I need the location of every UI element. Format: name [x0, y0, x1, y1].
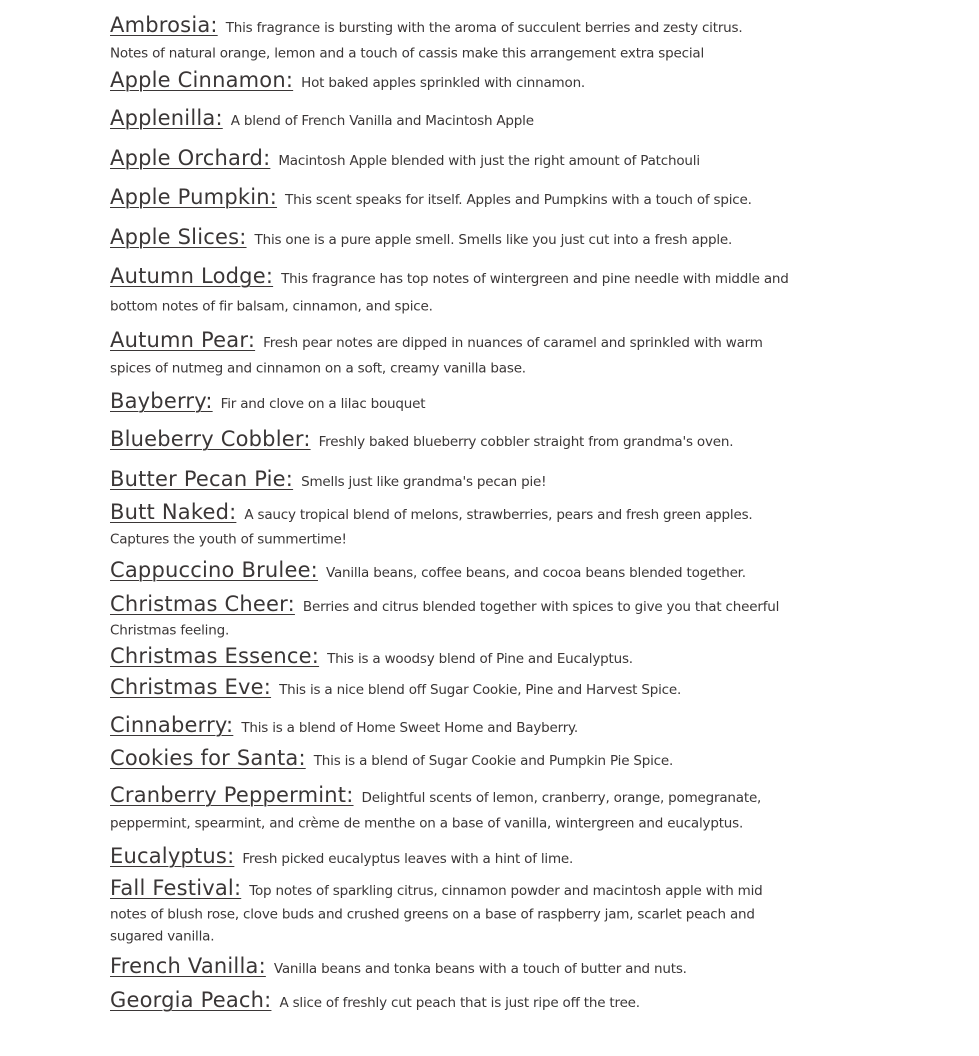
fragrance-name: Cranberry Peppermint: — [110, 783, 354, 807]
fragrance-name: Apple Slices: — [110, 225, 247, 249]
fragrance-description: Hot baked apples sprinkled with cinnamon. — [301, 75, 586, 91]
fragrance-entry — [110, 389, 425, 413]
fragrance-entry — [110, 988, 640, 1012]
fragrance-entry — [110, 558, 746, 582]
fragrance-description: This fragrance is bursting with the aroma of succulent berries and zesty citrus. — [225, 20, 743, 36]
fragrance-name: Apple Orchard: — [110, 146, 271, 170]
fragrance-entry — [110, 644, 633, 668]
fragrance-description-continuation — [110, 43, 704, 62]
fragrance-name: Christmas Essence: — [110, 644, 320, 668]
fragrance-entry — [110, 500, 753, 524]
fragrance-description: peppermint, spearmint, and crème de menthe on a base of vanilla, wintergreen and eucalyptus. — [110, 815, 744, 832]
fragrance-entry — [110, 328, 763, 352]
fragrance-entry — [110, 467, 546, 491]
fragrance-entry — [110, 225, 732, 249]
fragrance-description-continuation — [110, 904, 755, 923]
fragrance-description: Fir and clove on a lilac bouquet — [220, 396, 426, 412]
fragrance-name: Eucalyptus: — [110, 844, 235, 868]
fragrance-description: Smells just like grandma's pecan pie! — [301, 474, 547, 490]
fragrance-name: Georgia Peach: — [110, 988, 272, 1012]
fragrance-description: bottom notes of fir balsam, cinnamon, and spice. — [110, 298, 433, 315]
fragrance-name: Bayberry: — [110, 389, 213, 413]
fragrance-entry — [110, 713, 578, 737]
fragrance-description-continuation — [110, 296, 433, 315]
fragrance-name: Blueberry Cobbler: — [110, 427, 311, 451]
fragrance-name: Apple Cinnamon: — [110, 68, 294, 92]
fragrance-entry — [110, 146, 700, 170]
fragrance-name: Butt Naked: — [110, 500, 237, 524]
fragrance-description: Berries and citrus blended together with spices to give you that cheerful — [302, 599, 780, 615]
fragrance-description: A slice of freshly cut peach that is just ripe off the tree. — [279, 995, 640, 1011]
fragrance-description: notes of blush rose, clove buds and crushed greens on a base of raspberry jam, scarlet peach and — [110, 906, 755, 923]
fragrance-entry — [110, 592, 779, 616]
fragrance-description: Vanilla beans, coffee beans, and cocoa beans blended together. — [325, 565, 746, 581]
fragrance-description: This one is a pure apple smell. Smells like you just cut into a fresh apple. — [254, 232, 733, 248]
fragrance-description: Top notes of sparkling citrus, cinnamon powder and macintosh apple with mid — [249, 883, 763, 899]
fragrance-entry — [110, 675, 681, 699]
fragrance-description: This is a nice blend off Sugar Cookie, Pine and Harvest Spice. — [279, 682, 682, 698]
fragrance-description: Freshly baked blueberry cobbler straight from grandma's oven. — [318, 434, 734, 450]
fragrance-description: Macintosh Apple blended with just the right amount of Patchouli — [278, 153, 700, 169]
fragrance-description: This is a blend of Home Sweet Home and Bayberry. — [241, 720, 579, 736]
fragrance-description: This scent speaks for itself. Apples and Pumpkins with a touch of spice. — [285, 192, 752, 208]
fragrance-description: This is a blend of Sugar Cookie and Pumpkin Pie Spice. — [313, 753, 674, 769]
fragrance-description-continuation — [110, 926, 214, 945]
fragrance-entry — [110, 68, 585, 92]
fragrance-description: A saucy tropical blend of melons, strawberries, pears and fresh green apples. — [244, 507, 753, 523]
fragrance-entry — [110, 427, 733, 451]
fragrance-name: Christmas Eve: — [110, 675, 272, 699]
fragrance-entry — [110, 13, 742, 37]
fragrance-entry — [110, 106, 534, 130]
fragrance-name: Fall Festival: — [110, 876, 242, 900]
fragrance-entry — [110, 844, 573, 868]
fragrance-name: Butter Pecan Pie: — [110, 467, 294, 491]
fragrance-entry — [110, 264, 789, 288]
fragrance-description: Delightful scents of lemon, cranberry, orange, pomegranate, — [361, 790, 762, 806]
fragrance-name: Cookies for Santa: — [110, 746, 306, 770]
fragrance-description: Fresh picked eucalyptus leaves with a hint of lime. — [242, 851, 574, 867]
fragrance-description: sugared vanilla. — [110, 928, 215, 945]
fragrance-name: Apple Pumpkin: — [110, 185, 278, 209]
fragrance-entry — [110, 746, 673, 770]
fragrance-description: Vanilla beans and tonka beans with a touch of butter and nuts. — [273, 961, 687, 977]
fragrance-entry — [110, 876, 763, 900]
fragrance-entry — [110, 185, 752, 209]
fragrance-entry — [110, 783, 761, 807]
fragrance-description-continuation — [110, 813, 743, 832]
fragrance-name: Autumn Lodge: — [110, 264, 274, 288]
fragrance-name: Applenilla: — [110, 106, 223, 130]
fragrance-description: Christmas feeling. — [110, 622, 230, 639]
fragrance-description: spices of nutmeg and cinnamon on a soft, creamy vanilla base. — [110, 360, 526, 377]
fragrance-name: French Vanilla: — [110, 954, 266, 978]
fragrance-name: Autumn Pear: — [110, 328, 256, 352]
fragrance-description: A blend of French Vanilla and Macintosh Apple — [230, 113, 534, 129]
fragrance-name: Cappuccino Brulee: — [110, 558, 318, 582]
fragrance-description-continuation — [110, 529, 347, 548]
fragrance-name: Cinnaberry: — [110, 713, 234, 737]
fragrance-description: This fragrance has top notes of wintergreen and pine needle with middle and — [281, 271, 789, 287]
fragrance-description-continuation — [110, 358, 526, 377]
fragrance-entry — [110, 954, 687, 978]
fragrance-description: Notes of natural orange, lemon and a touch of cassis make this arrangement extra special — [110, 45, 705, 62]
fragrance-description: This is a woodsy blend of Pine and Eucalyptus. — [327, 651, 633, 667]
fragrance-name: Christmas Cheer: — [110, 592, 295, 616]
fragrance-description: Captures the youth of summertime! — [110, 531, 347, 548]
fragrance-description-continuation — [110, 620, 229, 639]
fragrance-name: Ambrosia: — [110, 13, 218, 37]
fragrance-description: Fresh pear notes are dipped in nuances of caramel and sprinkled with warm — [263, 335, 763, 351]
